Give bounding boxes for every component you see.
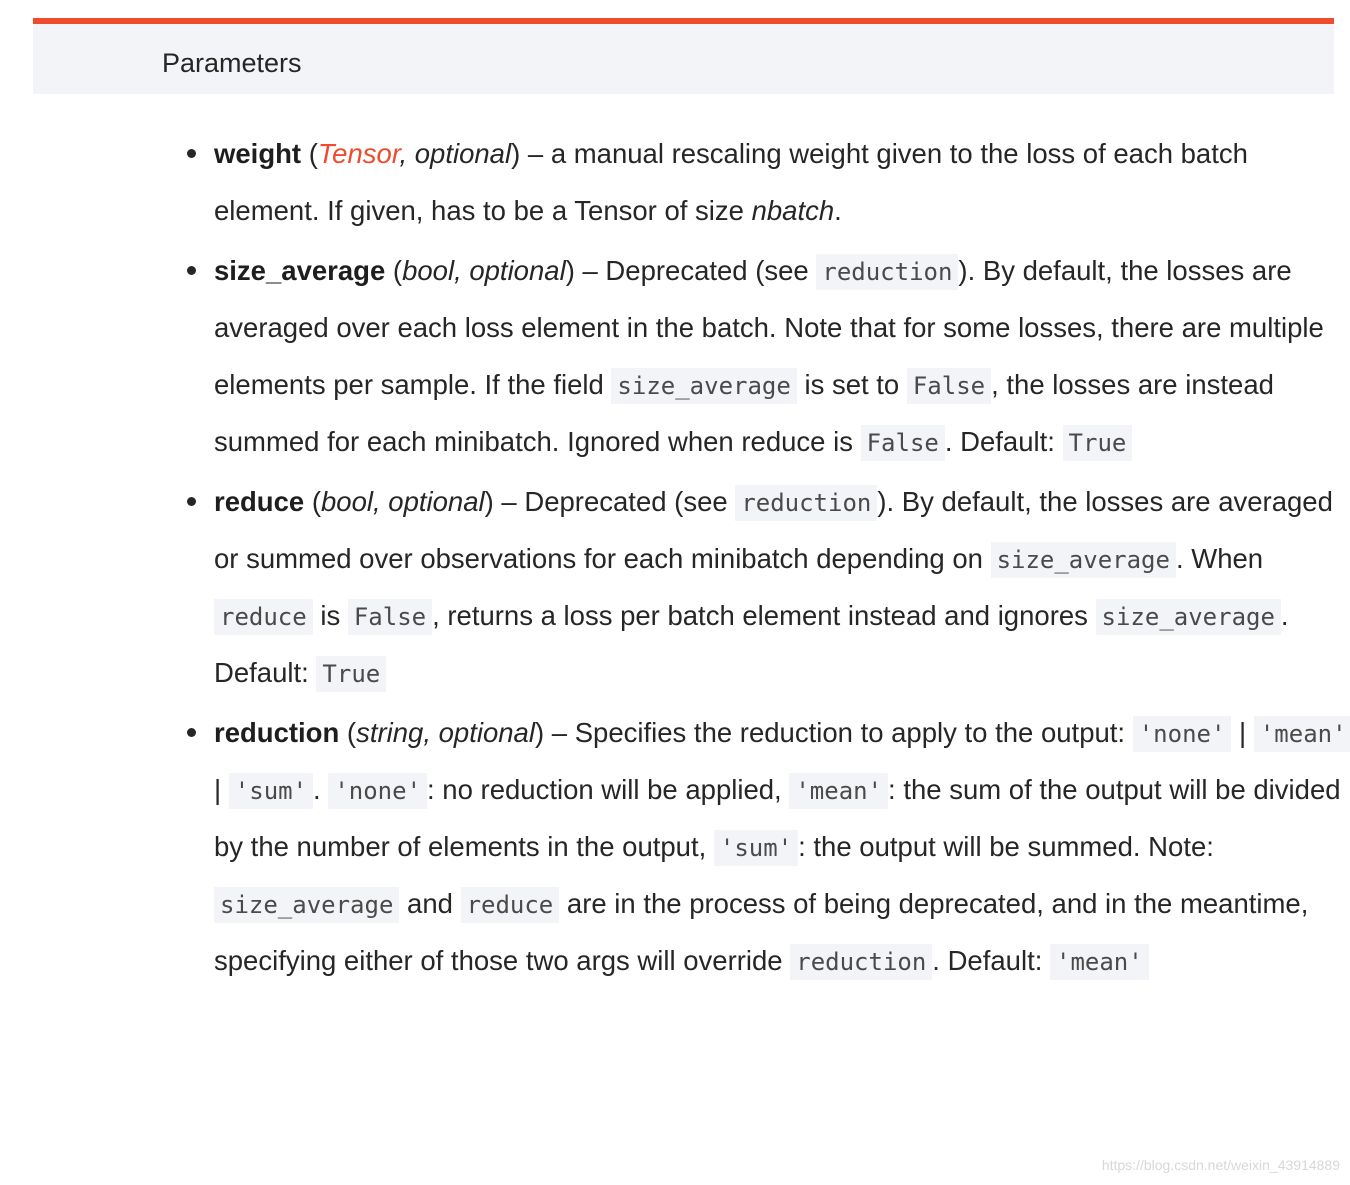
param-type: bool [402,255,455,286]
code-size-average: size_average [214,887,399,923]
param-desc: , the losses are instead summed for each minibatch. Ignored when reduce is [214,369,1274,457]
param-desc-em: nbatch [751,195,835,226]
param-desc: Deprecated (see [524,486,736,517]
code-true: True [316,656,386,692]
param-optional: optional [414,138,512,169]
param-desc: | [214,774,229,805]
code-reduce: reduce [214,599,313,635]
code-size-average: size_average [991,542,1176,578]
code-mean: 'mean' [1050,944,1149,980]
param-weight [214,125,1350,239]
code-reduce: reduce [461,887,560,923]
param-desc: : no reduction will be applied, [427,774,790,805]
param-desc: ). By default, the losses are averaged over each loss element in the batch. Note that for some losses, there are multiple elements per sample. If the field [214,255,1324,400]
param-name: reduce [214,486,305,517]
code-size-average: size_average [611,368,796,404]
param-close: ) – [484,486,525,517]
code-true: True [1063,425,1133,461]
param-open-paren: ( [385,255,403,286]
code-reduction: reduction [816,254,958,290]
code-false: False [348,599,432,635]
param-name: size_average [214,255,386,286]
param-desc: . Default: [932,945,1050,976]
param-desc: Specifies the reduction to apply to the output: [574,717,1133,748]
param-close: ) – [511,138,551,169]
param-desc: Deprecated (see [605,255,817,286]
code-reduction: reduction [790,944,932,980]
code-false: False [907,368,991,404]
param-sep: , [454,255,470,286]
param-optional: optional [469,255,566,286]
param-desc: . [834,195,842,226]
param-desc: and [399,888,461,919]
param-sep: , [423,717,439,748]
tensor-type-link[interactable]: Tensor [317,138,400,169]
param-open-paren: ( [301,138,318,169]
param-close: ) – [534,717,575,748]
param-open-paren: ( [339,717,357,748]
param-name: reduction [214,717,340,748]
param-type: string [356,717,424,748]
param-desc: , returns a loss per batch element instead and ignores [432,600,1096,631]
param-sep: , [373,486,389,517]
param-desc: . Default: [944,426,1063,457]
param-desc: are in the process of being deprecated, and in the meantime, specifying either of those two args will override [214,888,1309,976]
param-desc: ). By default, the losses are averaged or summed over observations for each minibatch depending on [214,486,1333,574]
code-mean: 'mean' [1254,716,1350,752]
code-size-average: size_average [1096,599,1281,635]
param-optional: optional [388,486,485,517]
param-desc: | [1231,717,1254,748]
watermark: https://blog.csdn.net/weixin_43914889 [1101,1157,1340,1173]
code-false: False [861,425,945,461]
param-desc: a manual rescaling weight given to the loss of each batch element. If given, has to be a Tensor of size [214,138,1248,226]
param-reduce [214,473,1350,701]
param-open-paren: ( [304,486,321,517]
code-none: 'none' [1133,716,1232,752]
param-sep: , [399,138,415,169]
code-mean: 'mean' [789,773,888,809]
code-sum: 'sum' [229,773,313,809]
param-name: weight [214,138,302,169]
param-optional: optional [438,717,535,748]
parameters-panel [33,18,1334,94]
param-reduction [214,704,1350,989]
param-size-average [214,242,1350,470]
parameter-list [180,125,1350,992]
param-type: bool [321,486,373,517]
parameters-title: Parameters [162,48,302,78]
param-desc: is set to [796,369,907,400]
param-close: ) – [565,255,606,286]
parameters-header [33,18,1334,94]
code-reduction: reduction [735,485,877,521]
param-desc: . When [1175,543,1264,574]
param-desc: is [312,600,348,631]
code-none: 'none' [328,773,427,809]
code-sum: 'sum' [714,830,798,866]
param-desc: : the sum of the output will be divided by the number of elements in the output, [214,774,1341,862]
param-desc: . Default: [214,600,1289,688]
param-desc: . [313,774,329,805]
param-desc: : the output will be summed. Note: [798,831,1214,862]
